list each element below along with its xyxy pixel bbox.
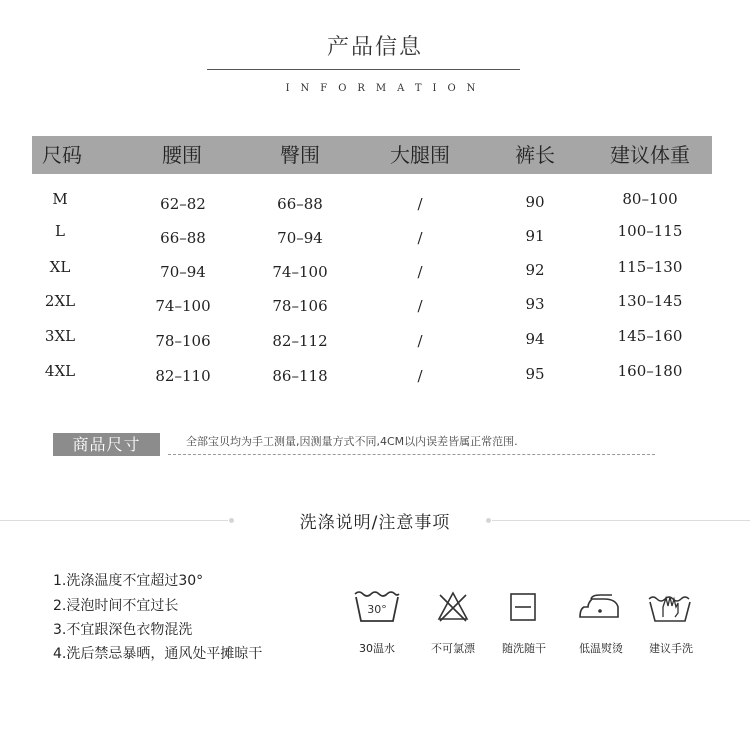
weight-cell: 100–115 <box>617 222 683 240</box>
size-cell: 3XL <box>44 327 76 345</box>
thigh-cell: / <box>417 195 423 213</box>
size-cell: M <box>52 190 68 208</box>
care-instruction-item: 3.不宜跟深色衣物混洗 <box>53 622 193 638</box>
column-header-thigh: 大腿围 <box>390 143 450 167</box>
no-bleach-icon <box>428 589 478 625</box>
hip-cell: 82–112 <box>272 332 328 350</box>
weight-cell: 160–180 <box>617 362 683 380</box>
care-instruction-item: 4.洗后禁忌暴晒，通风处平摊晾干 <box>53 646 263 662</box>
hip-cell: 86–118 <box>272 367 328 385</box>
waist-cell: 74–100 <box>155 297 211 315</box>
table-row <box>0 258 750 288</box>
weight-cell: 130–145 <box>617 292 683 310</box>
column-header-waist: 腰围 <box>162 143 202 167</box>
size-table-header <box>32 136 712 174</box>
weight-cell: 80–100 <box>622 190 678 208</box>
weight-cell: 115–130 <box>617 258 683 276</box>
hand-wash-label: 建议手洗 <box>649 642 693 655</box>
table-row <box>0 327 750 357</box>
svg-text:30°: 30° <box>367 603 387 616</box>
table-row <box>0 362 750 392</box>
size-cell: L <box>55 222 65 240</box>
waist-cell: 70–94 <box>160 263 206 281</box>
table-row <box>0 190 750 220</box>
title-divider <box>207 69 520 70</box>
length-cell: 94 <box>525 330 545 348</box>
column-header-hip: 臀围 <box>280 143 320 167</box>
care-instruction-item: 2.浸泡时间不宜过长 <box>53 598 179 614</box>
washing-title: 洗涤说明/注意事项 <box>299 513 451 533</box>
weight-cell: 145–160 <box>617 327 683 345</box>
thigh-cell: / <box>417 297 423 315</box>
column-header-size: 尺码 <box>42 143 82 167</box>
no-bleach-label: 不可氯漂 <box>431 642 475 655</box>
hip-cell: 74–100 <box>272 263 328 281</box>
note-dashed-divider <box>168 454 655 455</box>
tumble-dry-label: 随洗随干 <box>502 642 546 655</box>
waist-cell: 62–82 <box>160 195 206 213</box>
size-note-text: 全部宝贝均为手工测量,因测量方式不同,4CM以内误差皆属正常范围. <box>186 435 518 448</box>
table-row <box>0 222 750 252</box>
length-cell: 90 <box>525 193 545 211</box>
hand-wash-icon <box>645 589 695 625</box>
length-cell: 93 <box>525 295 545 313</box>
column-header-weight: 建议体重 <box>610 143 690 167</box>
hip-cell: 66–88 <box>277 195 323 213</box>
wash-30-icon <box>352 589 402 625</box>
page-title: 产品信息 <box>326 35 423 60</box>
waist-cell: 66–88 <box>160 229 206 247</box>
length-cell: 95 <box>525 365 545 383</box>
thigh-cell: / <box>417 229 423 247</box>
page-subtitle: INFORMATION <box>285 83 487 94</box>
size-cell: 2XL <box>44 292 76 310</box>
table-row <box>0 292 750 322</box>
hip-cell: 78–106 <box>272 297 328 315</box>
low-iron-label: 低温熨烫 <box>579 642 623 655</box>
low-iron-icon <box>574 589 624 625</box>
thigh-cell: / <box>417 332 423 350</box>
waist-cell: 82–110 <box>155 367 211 385</box>
hip-cell: 70–94 <box>277 229 323 247</box>
thigh-cell: / <box>417 367 423 385</box>
length-cell: 91 <box>525 227 545 245</box>
waist-cell: 78–106 <box>155 332 211 350</box>
wash-30-label: 30温水 <box>359 642 395 655</box>
length-cell: 92 <box>525 261 545 279</box>
size-cell: XL <box>49 258 71 276</box>
care-instruction-item: 1.洗涤温度不宜超过30° <box>53 573 204 589</box>
size-note-label: 商品尺寸 <box>53 433 160 456</box>
column-header-length: 裤长 <box>515 143 555 167</box>
tumble-dry-icon <box>498 589 548 625</box>
thigh-cell: / <box>417 263 423 281</box>
size-cell: 4XL <box>44 362 76 380</box>
